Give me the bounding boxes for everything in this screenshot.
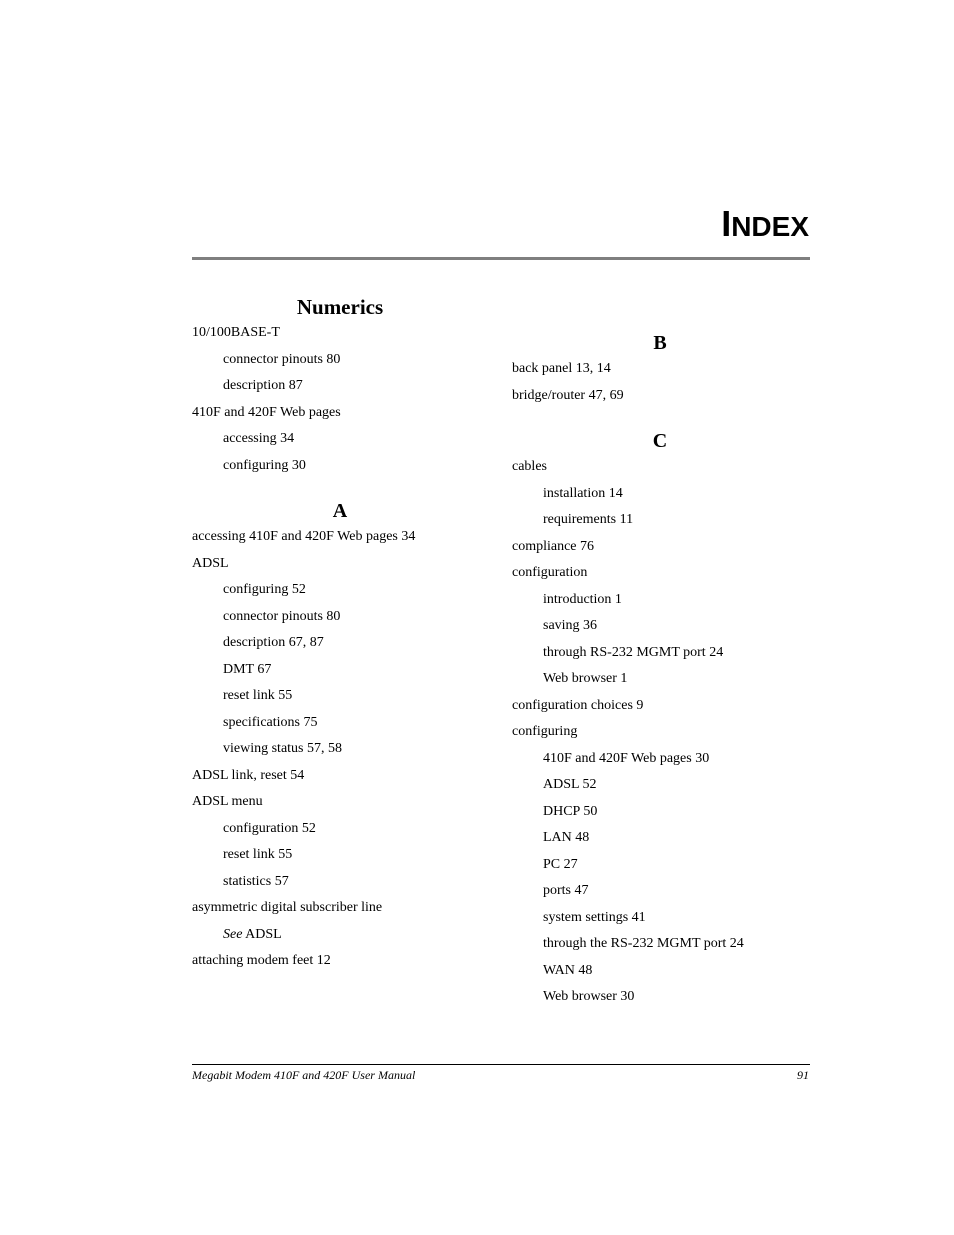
index-subentry: saving 36: [543, 618, 598, 633]
index-entry: bridge/router 47, 69: [512, 387, 624, 403]
index-entry: 410F and 420F Web pages: [192, 404, 341, 420]
see-reference-target: ADSL: [245, 926, 282, 942]
index-column-left: [192, 294, 492, 975]
title-divider: [192, 257, 810, 260]
index-subentry: DMT 67: [223, 661, 272, 677]
index-subentry: system settings 41: [543, 909, 646, 925]
index-subentry: description 67, 87: [223, 635, 324, 650]
index-entry: back panel 13, 14: [512, 361, 611, 376]
index-subentry: 410F and 420F Web pages 30: [543, 750, 710, 766]
page-title: [721, 203, 809, 244]
index-subentry: description 87: [223, 378, 303, 393]
index-entry: ADSL menu: [192, 794, 263, 809]
index-entry: configuring: [512, 724, 578, 739]
index-subentry: PC 27: [543, 856, 578, 872]
index-subentry: installation 14: [543, 485, 623, 501]
index-subentry: configuring 52: [223, 582, 306, 597]
index-subentry: specifications 75: [223, 714, 318, 730]
index-entry: 10/100BASE-T: [192, 325, 280, 340]
index-subentry: [192, 922, 492, 949]
index-subentry: ports 47: [543, 883, 589, 898]
index-subentry: accessing 34: [223, 431, 295, 446]
index-subentry: Web browser 30: [543, 989, 635, 1004]
index-subentry: introduction 1: [543, 591, 622, 607]
index-section-heading: Numerics: [296, 295, 384, 319]
footer-divider: [192, 1064, 810, 1065]
index-entry: accessing 410F and 420F Web pages 34: [192, 529, 416, 544]
index-section-heading: B: [653, 332, 667, 354]
index-subentry: connector pinouts 80: [223, 608, 341, 624]
page-title-rest: NDEX: [731, 211, 809, 242]
index-subentry: reset link 55: [223, 847, 293, 862]
index-subentry: WAN 48: [543, 962, 593, 978]
page-title-initial: I: [721, 203, 732, 244]
index-entry: ADSL link, reset 54: [192, 767, 305, 783]
index-subentry: through RS-232 MGMT port 24: [543, 644, 724, 660]
index-column-right: [512, 330, 812, 1011]
index-section-heading: A: [332, 500, 348, 522]
index-subentry: configuration 52: [223, 820, 316, 836]
footer-manual-title: Megabit Modem 410F and 420F User Manual: [192, 1068, 416, 1082]
index-subentry: statistics 57: [223, 873, 289, 889]
see-reference-label: See: [223, 926, 243, 942]
footer-page-number: 91: [797, 1068, 809, 1082]
index-entry: compliance 76: [512, 538, 595, 554]
index-subentry: viewing status 57, 58: [223, 741, 342, 756]
index-entry: configuration: [512, 565, 588, 580]
index-entry: configuration choices 9: [512, 697, 644, 713]
index-subentry: connector pinouts 80: [223, 351, 341, 367]
index-subentry: ADSL 52: [543, 777, 597, 792]
index-subentry: configuring 30: [223, 457, 306, 473]
index-section-heading: C: [652, 430, 668, 452]
index-subentry: reset link 55: [223, 688, 293, 703]
index-entry: ADSL: [192, 555, 229, 571]
index-subentry: through the RS-232 MGMT port 24: [543, 936, 744, 951]
index-subentry: DHCP 50: [543, 803, 598, 819]
index-subentry: requirements 11: [543, 512, 634, 527]
index-entry: attaching modem feet 12: [192, 953, 331, 968]
index-subentry: LAN 48: [543, 830, 590, 845]
index-subentry: Web browser 1: [543, 671, 628, 686]
index-entry: cables: [512, 459, 547, 474]
index-entry: asymmetric digital subscriber line: [192, 900, 383, 915]
